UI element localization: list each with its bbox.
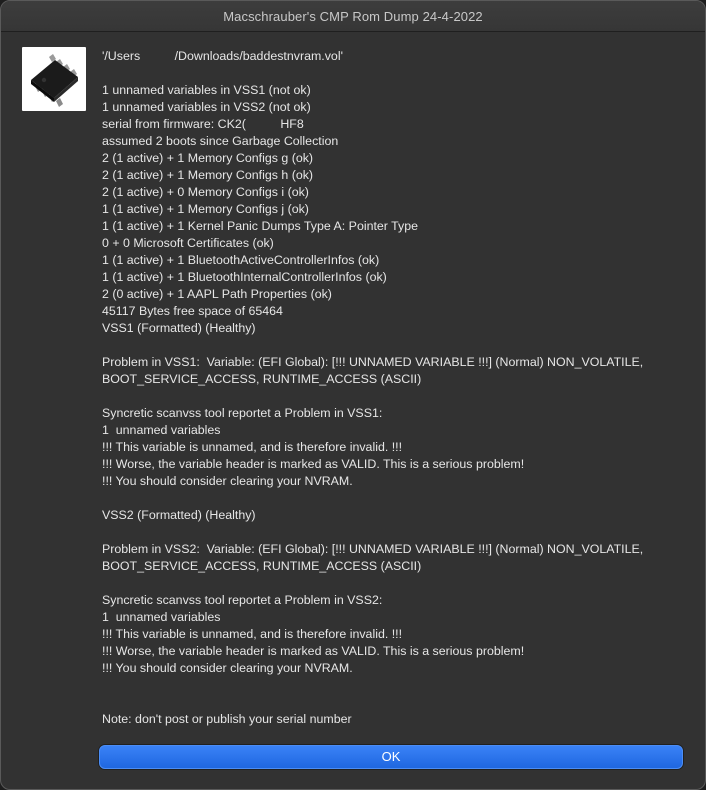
- message-line: 1 (1 active) + 1 BluetoothInternalControllerInfos (ok): [102, 270, 387, 284]
- message-line: Problem in VSS1: Variable: (EFI Global): [!!! UNNAMED VARIABLE !!!] (Normal) NON_VOLATILE,: [102, 355, 644, 369]
- message-line: 2 (1 active) + 0 Memory Configs i (ok): [102, 185, 309, 199]
- title-bar[interactable]: [1, 1, 705, 32]
- message-line: [102, 490, 692, 507]
- message-line: 1 unnamed variables in VSS2 (not ok): [102, 100, 311, 114]
- message-line: 2 (1 active) + 1 Memory Configs h (ok): [102, 168, 314, 182]
- message-line: !!! This variable is unnamed, and is therefore invalid. !!!: [102, 627, 403, 641]
- window-title: Macschrauber's CMP Rom Dump 24-4-2022: [223, 9, 483, 24]
- message-line: 1 unnamed variables: [102, 423, 221, 437]
- message-line: VSS1 (Formatted) (Healthy): [102, 321, 256, 335]
- message-line: !!! You should consider clearing your NVRAM.: [102, 661, 353, 675]
- message-line: '/Users /Downloads/baddestnvram.vol': [102, 49, 343, 63]
- message-line: 1 (1 active) + 1 Kernel Panic Dumps Type A: Pointer Type: [102, 219, 419, 233]
- ok-button[interactable]: OK: [99, 745, 683, 769]
- message-line: 2 (1 active) + 1 Memory Configs g (ok): [102, 151, 314, 165]
- message-line: 1 (1 active) + 1 BluetoothActiveControllerInfos (ok): [102, 253, 380, 267]
- message-line: [102, 388, 692, 405]
- message-line: serial from firmware: CK2( HF8: [102, 117, 304, 131]
- message-line: [102, 337, 692, 354]
- message-line: [102, 524, 692, 541]
- message-line: 0 + 0 Microsoft Certificates (ok): [102, 236, 274, 250]
- message-line: 1 unnamed variables in VSS1 (not ok): [102, 83, 311, 97]
- message-line: 45117 Bytes free space of 65464: [102, 304, 283, 318]
- chip-icon-graphic: [22, 47, 86, 111]
- message-line: 2 (0 active) + 1 AAPL Path Properties (ok): [102, 287, 332, 301]
- message-line: !!! You should consider clearing your NVRAM.: [102, 474, 353, 488]
- message-line: VSS2 (Formatted) (Healthy): [102, 508, 256, 522]
- message-line: 1 unnamed variables: [102, 610, 221, 624]
- message-line: !!! Worse, the variable header is marked as VALID. This is a serious problem!: [102, 457, 525, 471]
- message-line: [102, 677, 692, 694]
- chip-icon: [22, 47, 86, 111]
- message-line: assumed 2 boots since Garbage Collection: [102, 134, 339, 148]
- message-line: Syncretic scanvss tool reportet a Problem in VSS1:: [102, 406, 383, 420]
- message-line: !!! This variable is unnamed, and is therefore invalid. !!!: [102, 440, 403, 454]
- message-line: Syncretic scanvss tool reportet a Problem in VSS2:: [102, 593, 383, 607]
- message-text: [102, 48, 692, 728]
- message-line: Problem in VSS2: Variable: (EFI Global): [!!! UNNAMED VARIABLE !!!] (Normal) NON_VOLATILE,: [102, 542, 644, 556]
- message-line: !!! Worse, the variable header is marked as VALID. This is a serious problem!: [102, 644, 525, 658]
- message-line: BOOT_SERVICE_ACCESS, RUNTIME_ACCESS (ASCII): [102, 372, 422, 386]
- message-line: [102, 575, 692, 592]
- message-line: 1 (1 active) + 1 Memory Configs j (ok): [102, 202, 309, 216]
- message-line: Note: don't post or publish your serial number: [102, 712, 352, 726]
- message-line: [102, 65, 692, 82]
- message-line: [102, 694, 692, 711]
- message-line: BOOT_SERVICE_ACCESS, RUNTIME_ACCESS (ASCII): [102, 559, 422, 573]
